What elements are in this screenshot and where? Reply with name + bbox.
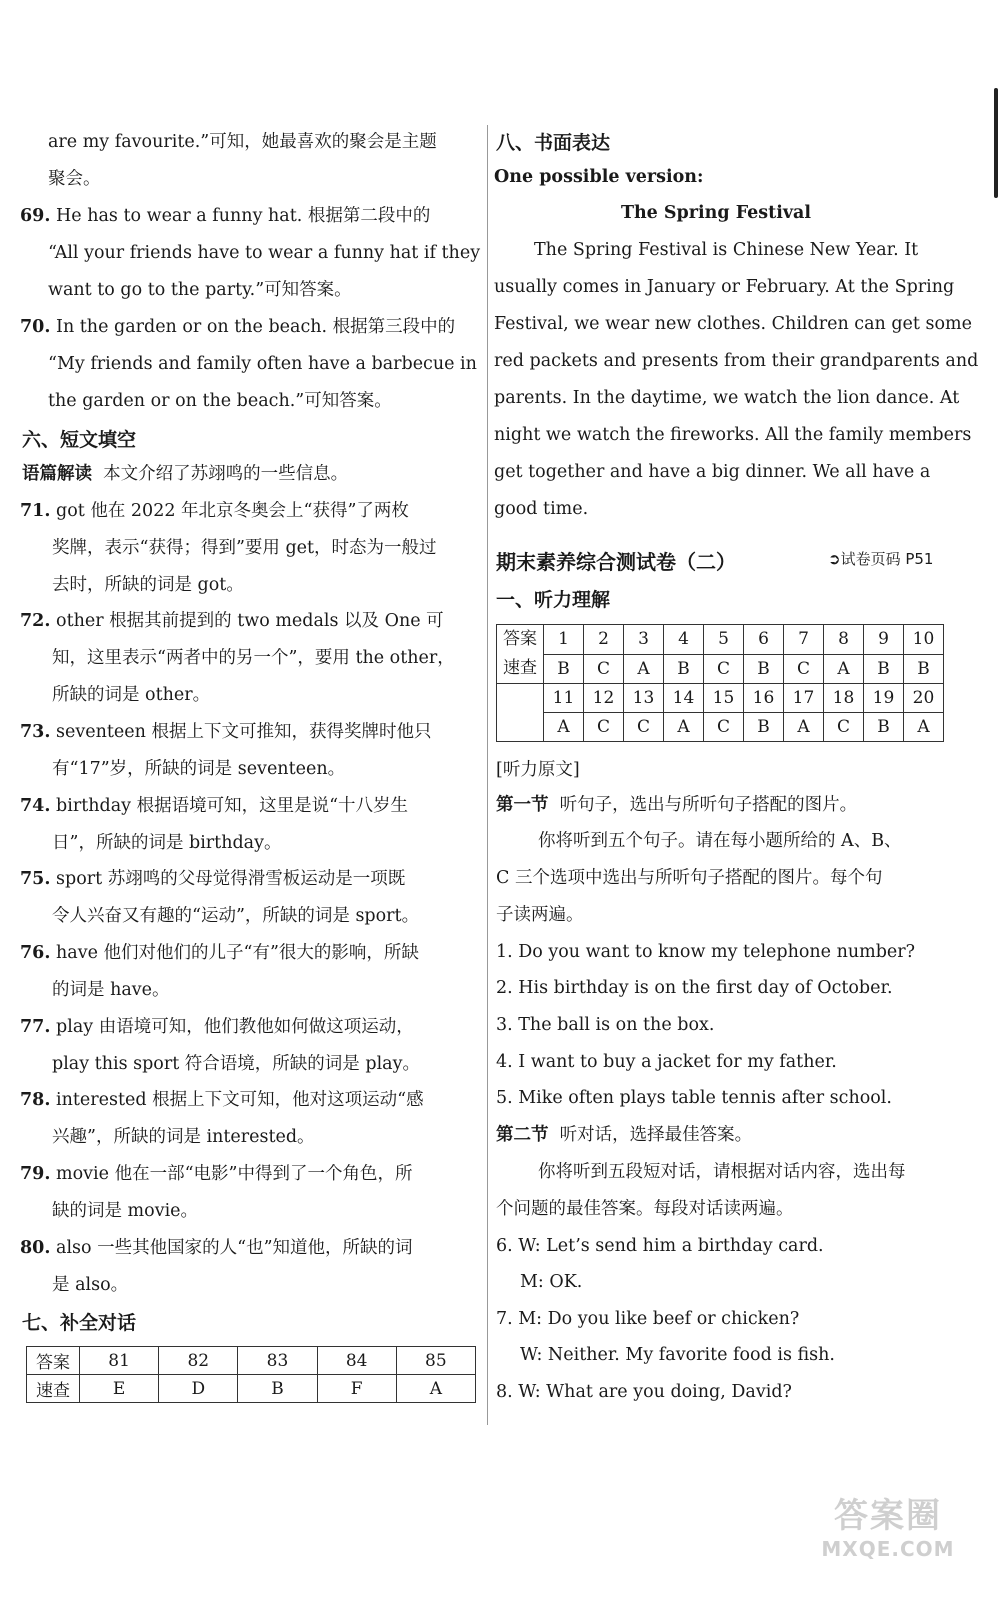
answer-71 [20,499,409,523]
part1-heading [496,793,857,817]
answer-74 [20,794,408,818]
table-cell: 19 [864,684,904,713]
dialogue-line: 7. M: Do you like beef or chicken? [496,1309,800,1329]
answer-75 [20,867,405,891]
table-cell: 18 [824,684,864,713]
table-cell: B [238,1375,317,1403]
table-cell: B [744,713,784,742]
version-label: One possible version: [494,167,704,187]
script-sentence: 1. Do you want to know my telephone number? [496,942,916,962]
section-heading-8: 八、书面表达 [496,132,611,154]
table-label: 答案 [27,1347,80,1375]
answer-text: other 根据其前提到的 two medals 以及 One 可 [56,611,444,631]
instruction-line: C 三个选项中选出与所听句子搭配的图片。每个句 [496,868,883,888]
table-row [497,654,944,684]
table-cell: 85 [396,1347,475,1375]
table-cell: C [824,713,864,742]
table-cell: 7 [784,625,824,655]
table-label [497,625,544,684]
table-row [27,1375,476,1403]
item-number: 75. [20,869,51,889]
section-heading-1: 一、听力理解 [496,589,611,611]
table-cell: 11 [544,684,584,713]
watermark-text: 答案圈 [834,1496,942,1536]
answer-77 [20,1015,414,1039]
instruction-line: 个问题的最佳答案。每段对话读两遍。 [496,1199,794,1219]
page-reference [828,548,933,569]
table-cell: 20 [904,684,944,713]
watermark-url: MXQE.COM [821,1537,955,1561]
section-heading-7: 七、补全对话 [22,1312,137,1334]
watermark-logo [808,1488,968,1561]
item-number: 74. [20,796,51,816]
label-top: 答案 [503,629,537,649]
item-number: 73. [20,722,51,742]
table-row [27,1347,476,1375]
item-number: 71. [20,501,51,521]
part2-text: 听对话，选择最佳答案。 [559,1125,753,1145]
text-line: 聚会。 [48,169,101,189]
item-number: 69. [20,206,51,226]
text-line: 的词是 have。 [52,980,170,1000]
text-line: 奖牌，表示“获得；得到”要用 get，时态为一般过 [52,538,437,558]
text-line: “All your friends have to wear a funny hat if they [48,243,481,263]
table-cell: 15 [704,684,744,713]
essay-line: night we watch the fireworks. All the family members [494,425,972,445]
table-label-spacer [497,684,544,742]
answer-72 [20,609,444,633]
table-cell: B [664,654,704,684]
intro-text: 本文介绍了苏翊鸣的一些信息。 [103,464,349,484]
table-cell: 17 [784,684,824,713]
essay-line: parents. In the daytime, we watch the lion dance. At [494,388,960,408]
text-line: “My friends and family often have a barbecue in [48,354,477,374]
table-cell: 9 [864,625,904,655]
table-cell: 83 [238,1347,317,1375]
table-cell: 2 [584,625,624,655]
script-sentence: 5. Mike often plays table tennis after school. [496,1088,892,1108]
answer-table-7 [26,1346,476,1403]
text-line: 令人兴奋又有趣的“运动”，所缺的词是 sport。 [52,906,420,926]
part2-label: 第二节 [496,1125,549,1145]
table-cell: C [624,713,664,742]
dialogue-line: W: Neither. My favorite food is fish. [520,1345,835,1365]
table-cell: 5 [704,625,744,655]
table-label: 速查 [27,1375,80,1403]
answer-79 [20,1162,412,1186]
instruction-line: 你将听到五段短对话，请根据对话内容，选出每 [538,1162,906,1182]
answer-70 [20,315,455,339]
part1-text: 听句子，选出与所听句子搭配的图片。 [559,795,858,815]
text-line: 知，这里表示“两者中的另一个”，要用 the other， [52,648,455,668]
text-line: 兴趣”，所缺的词是 interested。 [52,1127,315,1147]
table-cell: E [80,1375,159,1403]
answer-text: He has to wear a funny hat. 根据第二段中的 [56,206,431,226]
answer-table-1 [496,624,944,742]
table-cell: 8 [824,625,864,655]
column-divider [487,125,488,1425]
answer-69 [20,204,430,228]
answer-text: seventeen 根据上下文可推知，获得奖牌时他只 [56,722,432,742]
table-cell: B [904,654,944,684]
table-cell: B [864,654,904,684]
table-cell: B [744,654,784,684]
answer-text: have 他们对他们的儿子“有”很大的影响，所缺 [56,943,419,963]
table-cell: D [159,1375,238,1403]
table-cell: 1 [544,625,584,655]
table-cell: C [784,654,824,684]
answer-80 [20,1236,413,1260]
page-edge-mark [994,88,998,198]
script-label: [听力原文] [496,760,580,780]
table-cell: 16 [744,684,784,713]
text-line: play this sport 符合语境，所缺的词是 play。 [52,1054,420,1074]
essay-line: usually comes in January or February. At the Spring [494,277,955,297]
script-sentence: 2. His birthday is on the first day of October. [496,978,893,998]
table-cell: 3 [624,625,664,655]
answer-text: birthday 根据语境可知，这里是说“十八岁生 [56,796,409,816]
table-cell: C [584,654,624,684]
text-line: 是 also。 [52,1275,129,1295]
table-cell: 10 [904,625,944,655]
answer-78 [20,1088,424,1112]
table-cell: 6 [744,625,784,655]
page-reference-text: 试卷页码 P51 [840,550,934,568]
table-cell: 84 [317,1347,396,1375]
table-cell: A [824,654,864,684]
table-cell: A [544,713,584,742]
answer-text: In the garden or on the beach. 根据第三段中的 [56,317,456,337]
table-row [497,625,944,655]
essay-line: get together and have a big dinner. We all have a [494,462,931,482]
essay-line: red packets and presents from their grandparents and [494,351,979,371]
item-number: 77. [20,1017,51,1037]
instruction-line: 子读两遍。 [496,905,584,925]
dialogue-line: 8. W: What are you doing, David? [496,1382,792,1402]
table-cell: 12 [584,684,624,713]
script-sentence: 4. I want to buy a jacket for my father. [496,1052,837,1072]
table-cell: A [904,713,944,742]
table-cell: 81 [80,1347,159,1375]
table-row [497,713,944,742]
script-sentence: 3. The ball is on the box. [496,1015,715,1035]
answer-76 [20,941,419,965]
answer-text: interested 根据上下文可知，他对这项运动“感 [56,1090,424,1110]
essay-line: Festival, we wear new clothes. Children can get some [494,314,972,334]
table-cell: A [396,1375,475,1403]
part1-label: 第一节 [496,795,549,815]
table-cell: B [544,654,584,684]
item-number: 70. [20,317,51,337]
text-line: the garden or on the beach.”可知答案。 [48,391,392,411]
text-line: 去时，所缺的词是 got。 [52,575,244,595]
label-bottom: 速查 [503,658,537,678]
text-line: 所缺的词是 other。 [52,685,211,705]
item-number: 78. [20,1090,51,1110]
table-cell: A [624,654,664,684]
text-line: 有“17”岁，所缺的词是 seventeen。 [52,759,346,779]
essay-line: good time. [494,499,589,519]
table-cell: 13 [624,684,664,713]
section-heading-6: 六、短文填空 [22,429,137,451]
table-cell: 4 [664,625,704,655]
answer-text: sport 苏翊鸣的父母觉得滑雪板运动是一项既 [56,869,406,889]
text-line: 日”，所缺的词是 birthday。 [52,833,282,853]
part2-heading [496,1123,752,1147]
answer-text: play 由语境可知，他们教他如何做这项运动， [56,1017,414,1037]
table-row [497,684,944,713]
answer-73 [20,720,431,744]
essay-title: The Spring Festival [620,203,812,223]
text-line: 缺的词是 movie。 [52,1201,199,1221]
table-cell: B [864,713,904,742]
arrow-right-icon: ➲ [828,550,841,568]
intro-line [22,462,348,486]
instruction-line: 你将听到五个句子。请在每小题所给的 A、B、 [538,831,902,851]
dialogue-line: 6. W: Let’s send him a birthday card. [496,1236,824,1256]
answer-text: got 他在 2022 年北京冬奥会上“获得”了两枚 [56,501,409,521]
test-title: 期末素养综合测试卷（二） [496,550,736,574]
item-number: 80. [20,1238,51,1258]
answer-text: movie 他在一部“电影”中得到了一个角色，所 [56,1164,413,1184]
essay-line: The Spring Festival is Chinese New Year. It [534,240,919,260]
intro-label: 语篇解读 [22,464,92,484]
item-number: 72. [20,611,51,631]
table-cell: C [584,713,624,742]
table-cell: 82 [159,1347,238,1375]
table-cell: A [784,713,824,742]
table-cell: C [704,713,744,742]
table-cell: C [704,654,744,684]
text-line: want to go to the party.”可知答案。 [48,280,352,300]
table-cell: A [664,713,704,742]
answer-text: also 一些其他国家的人“也”知道他，所缺的词 [56,1238,413,1258]
item-number: 76. [20,943,51,963]
text-line: are my favourite.”可知，她最喜欢的聚会是主题 [48,132,437,152]
table-cell: F [317,1375,396,1403]
item-number: 79. [20,1164,51,1184]
dialogue-line: M: OK. [520,1272,583,1292]
table-cell: 14 [664,684,704,713]
